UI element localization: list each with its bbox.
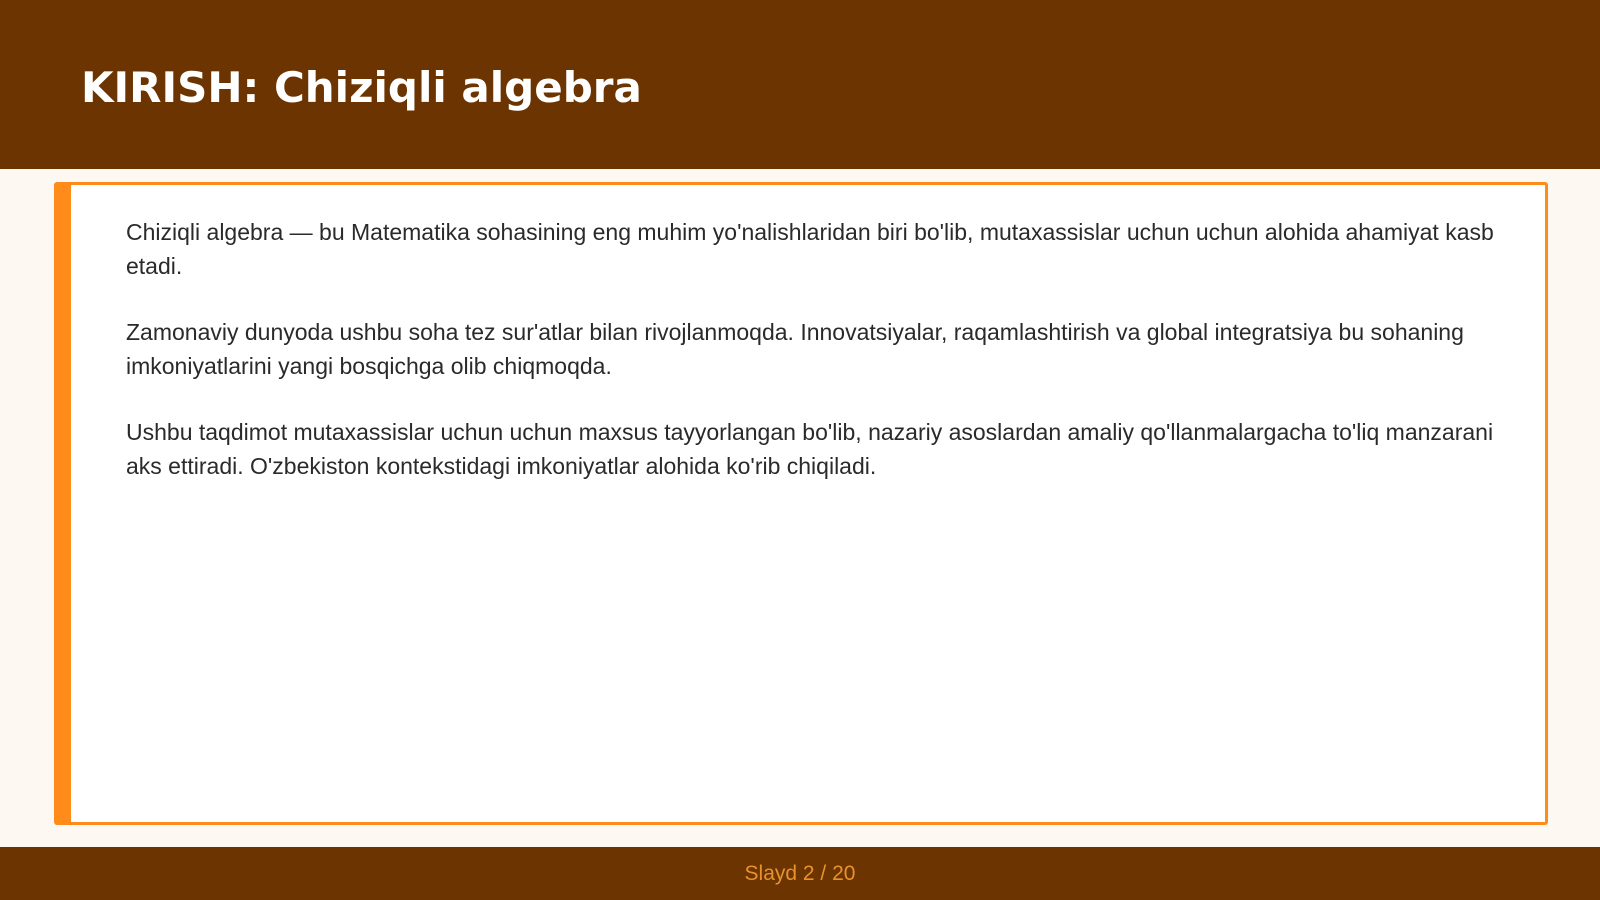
paragraph-3: Ushbu taqdimot mutaxassislar uchun uchun maxsus tayyorlangan bo'lib, nazariy asoslardan amaliy qo'llanmalargacha to'liq manzarani aks ettiradi. O'zbekiston kontekstidagi imkoniyatlar alohida ko'rib chiqiladi. [126, 419, 1494, 479]
slide-number: Slayd 2 / 20 [744, 862, 856, 885]
paragraph-2: Zamonaviy dunyoda ushbu soha tez sur'atlar bilan rivojlanmoqda. Innovatsiyalar, raqamlashtirish va global integratsiya bu sohaning imkoniyatlarini yangi bosqichga olib chiqmoqda. [126, 319, 1464, 379]
content-text [126, 215, 1526, 515]
paragraph-1: Chiziqli algebra — bu Matematika sohasining eng muhim yo'nalishlaridan biri bo'lib, mutaxassislar uchun uchun alohida ahamiyat kasb etadi. [126, 219, 1494, 279]
content-box [54, 182, 1548, 825]
slide-footer [0, 847, 1600, 900]
slide-title: KIRISH: Chiziqli algebra [81, 63, 642, 112]
slide-header [0, 0, 1600, 169]
